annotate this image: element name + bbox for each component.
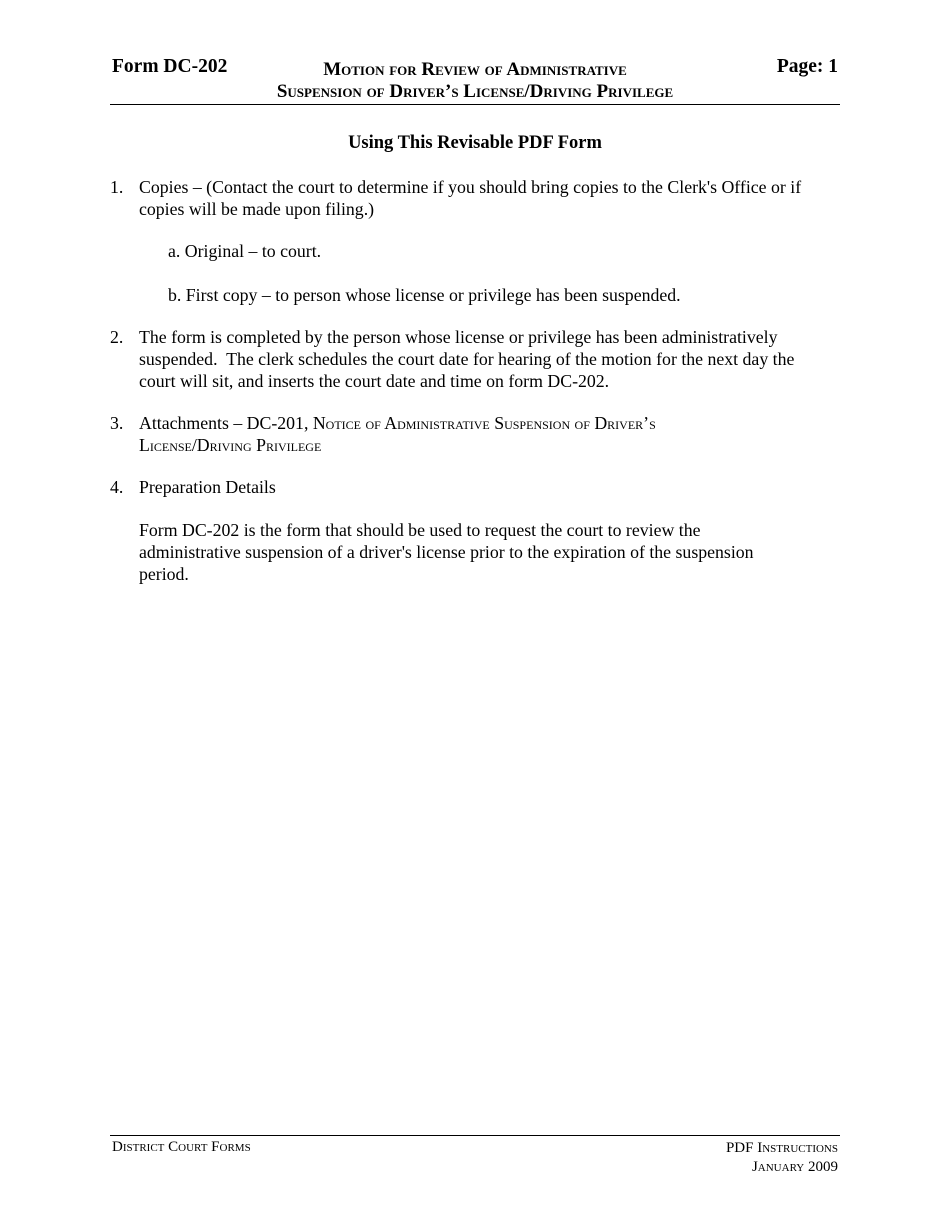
list-item-preparation: Preparation Details (139, 477, 276, 497)
item-line: Form DC-202 is the form that should be used to request the court to review the (139, 520, 701, 540)
subitem-text: First copy – to person whose license or privilege has been suspended. (185, 285, 681, 305)
item-line: The form is completed by the person whose license or privilege has been administratively (139, 327, 778, 347)
item-line: court will sit, and inserts the court date and time on form DC-202. (139, 371, 610, 391)
list-item-attachments (139, 412, 839, 456)
subitem-letter: a. (168, 241, 181, 261)
footer-date: January 2009 (751, 1159, 838, 1175)
footer-left: District Court Forms (112, 1139, 251, 1155)
form-title (110, 59, 840, 103)
item-line (139, 412, 839, 434)
subitem-letter: b. (168, 285, 182, 305)
section-heading: Using This Revisable PDF Form (348, 133, 602, 153)
list-item-completion (139, 326, 839, 392)
attachment-title: Notice of Administrative Suspension of Driver’s (312, 413, 656, 433)
subitem-first-copy (168, 284, 681, 306)
attachments-prefix: Attachments – DC-201, (139, 413, 313, 433)
item-line: Copies – (Contact the court to determine if you should bring copies to the Clerk's Office or if (139, 177, 802, 197)
subitem-original (168, 240, 321, 262)
page-footer (110, 1135, 840, 1175)
form-title-line-1: Motion for Review of Administrative (323, 59, 627, 80)
list-item-copies (139, 176, 839, 220)
footer-doc-type: PDF Instructions (725, 1140, 838, 1156)
form-title-line-2: Suspension of Driver’s License/Driving Privilege (276, 81, 674, 102)
item-number: 1. (110, 177, 124, 197)
item-number: 4. (110, 477, 124, 497)
attachment-title-cont: License/Driving Privilege (139, 435, 322, 455)
preparation-details-text (139, 519, 839, 585)
item-number: 2. (110, 327, 124, 347)
item-number: 3. (110, 413, 124, 433)
page-number: Page: 1 (776, 56, 838, 77)
subitem-text: Original – to court. (184, 241, 322, 261)
item-line: copies will be made upon filing.) (139, 199, 375, 219)
form-number: Form DC-202 (112, 56, 228, 77)
page-header (110, 56, 840, 105)
footer-right (726, 1139, 838, 1177)
item-line: administrative suspension of a driver's license prior to the expiration of the suspension (139, 542, 754, 562)
item-line: suspended. The clerk schedules the court date for hearing of the motion for the next day the (139, 349, 795, 369)
item-line: period. (139, 564, 189, 584)
